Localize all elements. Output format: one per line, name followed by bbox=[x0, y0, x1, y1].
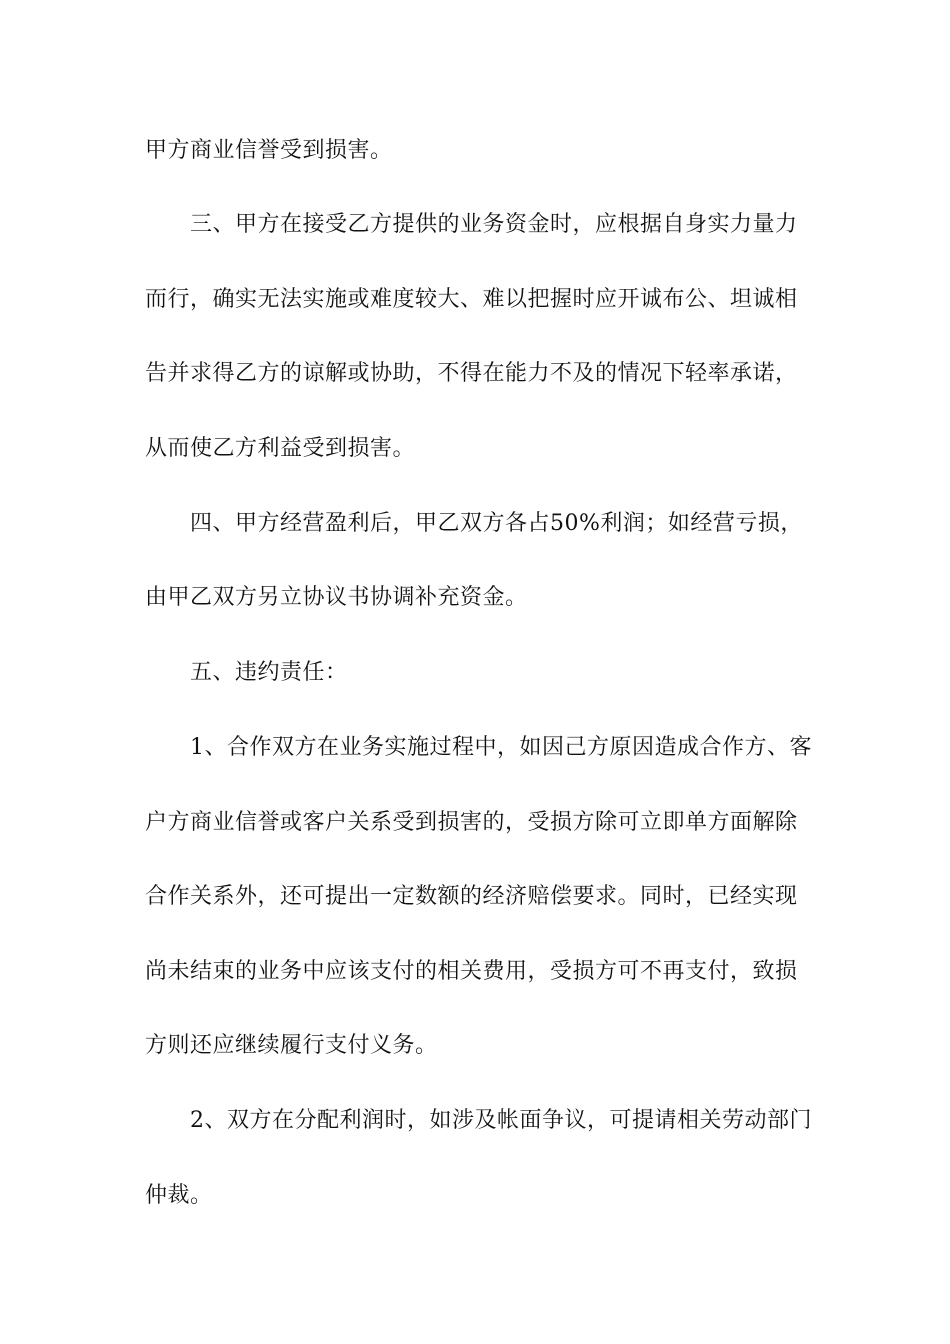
paragraph-line: 四、甲方经营盈利后，甲乙双方各占50%利润；如经营亏损， bbox=[190, 511, 803, 536]
paragraph-line: 而行，确实无法实施或难度较大、难以把握时应开诚布公、坦诚相 bbox=[145, 287, 798, 312]
paragraph-line: 从而使乙方利益受到损害。 bbox=[145, 436, 416, 461]
paragraph-line: 2、双方在分配利润时，如涉及帐面争议，可提请相关劳动部门 bbox=[190, 1108, 812, 1133]
paragraph-line: 由甲乙双方另立协议书协调补充资金。 bbox=[145, 585, 528, 610]
paragraph-line: 仲裁。 bbox=[145, 1183, 213, 1208]
section-heading: 五、违约责任： bbox=[190, 660, 348, 685]
paragraph-line: 尚未结束的业务中应该支付的相关费用，受损方可不再支付，致损 bbox=[145, 959, 798, 984]
paragraph-line: 户方商业信誉或客户关系受到损害的，受损方除可立即单方面解除 bbox=[145, 810, 798, 835]
paragraph-line: 三、甲方在接受乙方提供的业务资金时，应根据自身实力量力 bbox=[190, 212, 798, 237]
paragraph-line: 告并求得乙方的谅解或协助，不得在能力不及的情况下轻率承诺， bbox=[145, 361, 798, 386]
paragraph-line: 甲方商业信誉受到损害。 bbox=[145, 138, 393, 163]
paragraph-line: 合作关系外，还可提出一定数额的经济赔偿要求。同时，已经实现 bbox=[145, 884, 798, 909]
paragraph-line: 1、合作双方在业务实施过程中，如因己方原因造成合作方、客 bbox=[190, 735, 812, 760]
paragraph-line: 方则还应继续履行支付义务。 bbox=[145, 1033, 438, 1058]
